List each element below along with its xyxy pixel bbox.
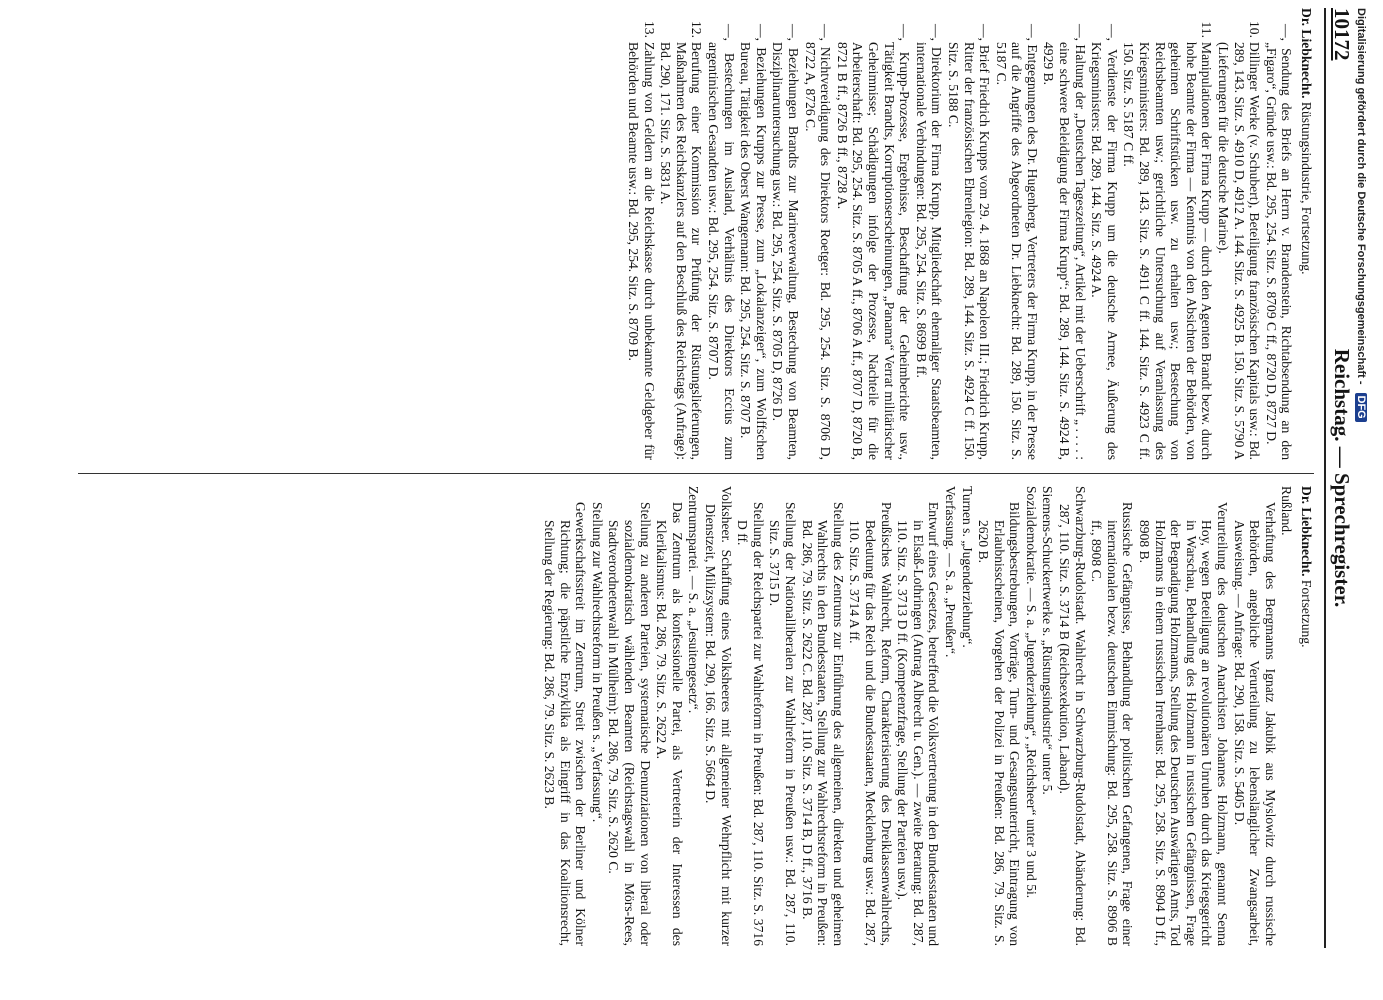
entry-text: Sozialdemokratie. — S. a. „Jugenderziehung“, „Reichsheer“ unter 3 und 5i. [1023, 486, 1039, 899]
entry-number: 13. [641, 21, 657, 38]
entry-text: Entwurf eines Gesetzes, betreffend die Volksvertretung in den Bundesstaaten und in Elsaß-Lothringen (Antrag Albrecht u. Gen.). — zweite Beratung: Bd. 287, 110. Sitz. S. 3713 D ff. (Kompetenzfrage, Stellung der Parteien usw.). [895, 502, 942, 946]
page-title: Reichstag. — Sprechregister. [1330, 348, 1354, 608]
register-entry [847, 486, 894, 946]
entry-text: Russische Gefängnisse, Behandlung der politischen Gefangenen, Frage einer internationalen bezw. deutschen Einmischung: Bd. 295, 258. Sitz. S. 8906 B ff., 8908 C. [1089, 502, 1136, 946]
entry-text: Manipulationen der Firma Krupp — durch den Agenten Brandt bezw. durch hohe Beamte der Firma — Kenntnis von den Absichten der Behörden, von geheimen Schriftstücken usw. zu erhalten usw.; Bestechung von Reichsbeamten usw.; gerichtliche Untersuchung auf Veranlassung des Kriegsministers: Bd. 289, 143. Sitz. S. 4911 C ff. 144. Sitz. S. 4923 C ff. 150. Sitz. S. 5187 C ff. [1121, 42, 1215, 460]
register-entry [1040, 486, 1056, 946]
entry-text: Turnen s. „Jugenderziehung“. [959, 486, 975, 648]
right-speaker: Dr. Liebknecht. [1299, 486, 1314, 577]
register-entry [945, 8, 992, 460]
register-entry [913, 8, 944, 460]
register-entry [686, 486, 702, 946]
register-entry [1121, 8, 1215, 460]
entry-number: 10. [1247, 21, 1263, 38]
register-entry [702, 486, 733, 946]
register-entry [993, 8, 1040, 460]
entry-text: Schwarzburg-Rudolstadt. Wahlrecht in Schwarzburg-Rudolstadt, Abänderung: Bd. 287, 110. Sitz. S. 3714 B (Reichsexekution, Laband). [1057, 486, 1088, 946]
register-entry [959, 486, 975, 946]
register-entry [834, 8, 912, 460]
register-entry [658, 8, 705, 460]
entry-text: —, Sendung des Briefs an Herrn v. Brandenstein, Richtabsendung an den „Figaro“, Gründe usw.: Bd. 295, 254. Sitz. S. 8709 C ff., 8720 D, 8727 D. [1263, 24, 1295, 460]
entry-text: —, Bestechungen im Ausland, Verhältnis des Direktors Eccius zum argentinischen Gesandten usw.: Bd. 295, 254. Sitz. S. 8707 D. [706, 24, 737, 460]
register-entry [735, 486, 766, 946]
register-entry [738, 8, 769, 460]
entry-text: —, Entgegnungen des Dr. Hugenberg, Vertreters der Firma Krupp, in der Presse auf die Angriffe des Abgeordneten Dr. Liebknecht: Bd. 289, 150. Sitz. S. 5187 C. [993, 24, 1040, 460]
entry-text: —, Brief Friedrich Krupps vom 29. 4. 1868 an Napoleon III.; Friedrich Krupp, Ritter der französischen Ehrenlegion: Bd. 289, 144. Sitz. S. 4924 C ff. 150. Sitz. S. 5188 C. [945, 24, 993, 460]
register-entry [942, 486, 958, 946]
right-column [70, 486, 1314, 946]
right-subtitle: Fortsetzung. [1299, 579, 1314, 648]
entry-text: Verurteilung des deutschen Anarchisten Johannes Holzmann, genannt Senna Hoy, wegen Beteiligung an revolutionären Unruhen durch das Kriegsgericht in Warschau, Behandlung des Holzmann in russischen Gefängnissen, Frage der Begnadigung Holzmanns, Stellung des Deutschen Auswärtigen Amts, Tod Holzmanns in einem russischen Irrenhaus: Bd. 295, 258. Sitz. S. 8904 D ff., 8908 B. [1137, 502, 1231, 946]
entry-text: Volksheer. Schaffung eines Volksheeres mit allgemeiner Wehrpflicht mit kurzer Dienstzeit, Milizsystem: Bd. 290, 166. Sitz. S. 5664 D. [703, 486, 734, 946]
register-entry [1279, 486, 1295, 946]
entry-text: —, Verdienste der Firma Krupp um die deutsche Armee, Äußerung des Kriegsministers: Bd. 289, 144. Sitz. S. 4924 A. [1089, 24, 1120, 460]
register-entry [770, 8, 801, 460]
entry-text: Dillinger Werke (v. Schubert), Beteiligung französischen Kapitals usw.: Bd. 289, 143. Sitz. S. 4910 D, 4912 A. 144. Sitz. S. 4925 B. 150. Sitz. S. 5790 A (Lieferungen für die deutsche Marine). [1216, 42, 1263, 460]
column-divider [78, 473, 1314, 474]
entry-text: —, Haltung der „Deutschen Tageszeitung“, Artikel mit der Ueberschrift „ . . . . : eine schwere Beleidigung der Firma Krupp“: Bd. 289, 144. Sitz. S. 4924 B, 4929 B. [1041, 24, 1088, 460]
entry-text: —, Beziehungen Brandts zur Marineverwaltung, Bestechung von Beamten, Disziplinaruntersuchung usw.: Bd. 295, 254. Sitz. S. 8705 D, 8726 D. [770, 24, 801, 460]
entry-text: Verfassung. — S. a. „Preußen“. [942, 486, 958, 658]
entry-text: Stellung zu anderen Parteien, systematische Denunziationen von liberal oder sozialdemokratisch wählenden Beamten (Reichstagswahl in Mörs-Rees, Stadtverordnetenwahl in Mülheim): Bd. 286, 79. Sitz. S. 2620 C. [606, 502, 653, 946]
entry-text: Verhaftung des Bergmanns Ignatz Jakubik aus Myslowitz durch russische Behörden, angebliche Verurteilung zu lebenslänglicher Zwangsarbeit, Ausweisung. — Anfrage: Bd. 290, 158. Sitz. S. 5405 D. [1231, 502, 1278, 946]
register-entry [976, 486, 1023, 946]
entry-text: —, Nichtvereidigung des Direktors Roetger: Bd. 295, 254. Sitz. S. 8706 D, 8722 A, 8726 C. [802, 24, 834, 460]
entry-text: Stellung der Reichspartei zur Wahlreform in Preußen: Bd. 287, 110. Sitz. S. 3716 D ff. [735, 502, 766, 946]
entry-text: Preußisches Wahlrecht, Reform, Charakterisierung des Dreiklassenwahlrechts, Bedeutung für das Reich und die Bundesstaaten, Mecklenburg usw.: Bd. 287, 110. Sitz. S. 3714 A ff. [847, 502, 894, 946]
register-entry [606, 486, 653, 946]
register-entry [1215, 8, 1262, 460]
entry-text: —, Krupp-Prozesse, Ergebnisse, Beschaffung der Geheimberichte usw., Tätigkeit Brandts, Korruptionserscheinungen, „Panama“ Verrat militärischer Geheimnisse; Schädigungen infolge der Prozesse, Nachteile für die Arbeiterschaft: Bd. 295, 254. Sitz. S. 8705 A ff., 8706 A ff., 8707 D, 8720 B, 8721 B ff., 8726 B ff., 8728 A. [834, 24, 913, 460]
register-entry [589, 486, 605, 946]
entry-text: Siemens-Schuckertwerke s. „Rüstungsindustrie“ unter 5. [1040, 486, 1056, 795]
entry-number: 11. [1199, 21, 1215, 38]
digitization-text: Digitalisierung gefördert durch die Deutsche Forschungsgemeinschaft - [1355, 8, 1367, 385]
register-entry [1089, 486, 1136, 946]
right-column-heading [1298, 486, 1314, 946]
entry-text: —, Direktorium der Firma Krupp, Mitgliedschaft ehemaliger Staatsbeamten, internationale Verbindungen: Bd. 295, 254. Sitz. S. 8699 B ff. [913, 24, 945, 460]
entry-text: Berufung einer Kommission zur Prüfung der Rüstungslieferungen, Maßnahmen des Reichskanzlers auf den Beschluß des Reichstags (Anfrage): Bd. 290, 171. Sitz. S. 5831 A. [658, 42, 705, 460]
register-entry [1057, 486, 1088, 946]
register-entry [625, 8, 656, 460]
left-column-heading [1298, 8, 1314, 460]
register-entry [1263, 8, 1294, 460]
page-header [1328, 8, 1354, 948]
register-entry [895, 486, 942, 946]
entry-text: —, Beziehungen Krupps zur Presse, zum „Lokalanzeiger“, zum Wolffschen Bureau, Tätigkeit des Oberst Wangemann: Bd. 295, 254. Sitz. S. 8707 B. [738, 24, 769, 460]
left-column [70, 8, 1314, 460]
entry-text: Bildungsbestrebungen, Vorträge, Turn- und Gesangsunterricht, Eintragung von Erlaubnisscheinen, Vorgehen der Polizei in Preußen: Bd. 286, 79. Sitz. S. 2620 B. [976, 502, 1023, 946]
header-rule [1324, 8, 1326, 948]
left-subtitle: Rüstungsindustrie, Fortsetzung. [1299, 101, 1314, 275]
dfg-logo: DFG [1355, 393, 1367, 422]
register-entry [654, 486, 685, 946]
register-entry [1136, 486, 1230, 946]
entry-text: Zahlung von Geldern an die Reichskasse durch unbekannte Geldgeber für Behörden und Beamte usw.: Bd. 295, 254. Sitz. S. 8709 B. [626, 42, 657, 460]
register-entry [1023, 486, 1039, 946]
right-entries [542, 486, 1295, 946]
entry-number: 12. [689, 21, 705, 38]
digitization-note [1353, 8, 1367, 992]
entry-text: Stellung der Nationalliberalen zur Wahlreform in Preußen usw.: Bd. 287, 110. Sitz. S. 3715 D. [767, 502, 798, 946]
entry-text: Rußland. [1279, 486, 1295, 536]
entry-text: Stellung des Zentrums zur Einführung des allgemeinen, direkten und geheimen Wahlrechts in den Bundesstaaten, Stellung zur Wahlrechtsreform in Preußen: Bd. 286, 79. Sitz. S. 2622 C. Bd. 287, 110. Sitz. S. 3714 B, D ff., 3716 B. [799, 502, 846, 946]
left-entries [625, 8, 1294, 460]
page-number: 10172 [1330, 8, 1354, 61]
register-entry [1231, 486, 1278, 946]
register-entry [799, 486, 846, 946]
register-entry [1089, 8, 1120, 460]
left-speaker: Dr. Liebknecht. [1299, 8, 1314, 99]
register-entry [542, 486, 589, 946]
register-entry [767, 486, 798, 946]
rotated-page [60, 8, 1360, 948]
register-entry [1041, 8, 1088, 460]
entry-text: Zentrumspartei. — S. a. „Jesuitengesetz“. [686, 486, 702, 714]
register-entry [705, 8, 736, 460]
entry-text: Gewerkschaftsstreit im Zentrum, Streit zwischen der Berliner und Kölner Richtung; die päpstliche Enzyklika als Eingriff in das Koalitionsrecht, Stellung der Regierung: Bd. 286, 79. Sitz. S. 2623 B. [542, 502, 589, 946]
register-entry [802, 8, 833, 460]
entry-text: Stellung zur Wahlrechtsreform in Preußen s. „Verfassung“. [589, 502, 605, 823]
entry-text: Das Zentrum als konfessionelle Partei, als Vertreterin der Interessen des Klerikalismus: Bd. 286, 79. Sitz. S. 2622 A. [654, 502, 685, 946]
